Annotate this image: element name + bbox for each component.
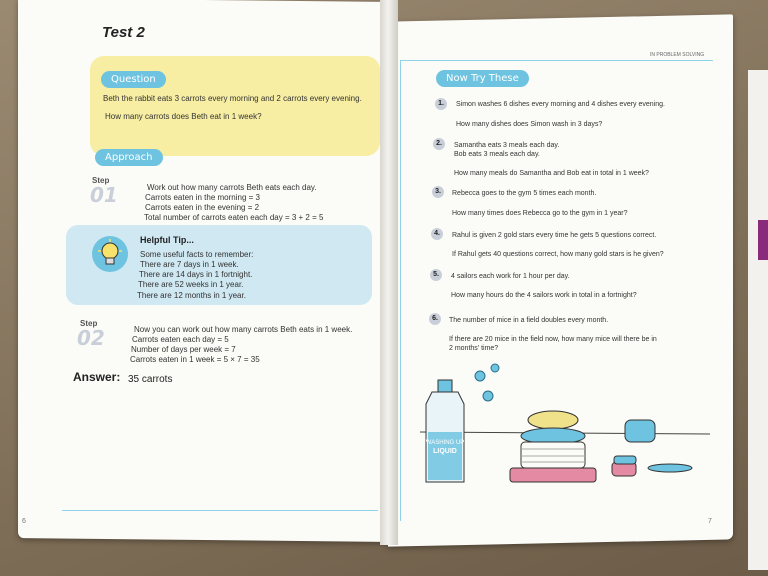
step1-line-4: Total number of carrots eaten each day = 3 + 2 = 5 bbox=[144, 213, 324, 222]
tip-line-5: There are 12 months in 1 year. bbox=[137, 291, 246, 300]
question-1-line-2: How many dishes does Simon wash in 3 days? bbox=[456, 121, 603, 128]
question-line-1: Beth the rabbit eats 3 carrots every morning and 2 carrots every evening. bbox=[103, 94, 362, 103]
step2-line-3: Number of days per week = 7 bbox=[131, 345, 236, 354]
question-4-line-2: If Rahul gets 40 questions correct, how many gold stars is he given? bbox=[452, 251, 664, 258]
question-5-line-1: 4 sailors each work for 1 hour per day. bbox=[451, 273, 570, 280]
question-label: Question bbox=[101, 71, 166, 88]
question-6-line-3: 2 months' time? bbox=[449, 345, 499, 352]
book-spine bbox=[380, 0, 398, 545]
step1-line-1: Work out how many carrots Beth eats each day. bbox=[147, 183, 317, 192]
lightbulb-icon bbox=[92, 236, 128, 272]
test-title: Test 2 bbox=[102, 24, 145, 41]
bottle-label-1: WASHING UP bbox=[425, 440, 465, 446]
right-page-number: 7 bbox=[708, 518, 712, 525]
question-2-line-2: Bob eats 3 meals each day. bbox=[454, 151, 540, 158]
approach-label: Approach bbox=[95, 149, 163, 166]
question-1-line-1: Simon washes 6 dishes every morning and 4 dishes every evening. bbox=[456, 101, 665, 108]
question-3-line-2: How many times does Rebecca go to the gym in 1 year? bbox=[452, 210, 628, 217]
step1-line-2: Carrots eaten in the morning = 3 bbox=[145, 193, 260, 202]
question-2-line-3: How many meals do Samantha and Bob eat in total in 1 week? bbox=[454, 170, 649, 177]
question-3-line-1: Rebecca goes to the gym 5 times each month. bbox=[452, 190, 597, 197]
answer-label: Answer: bbox=[73, 370, 121, 384]
question-1-number: 1. bbox=[435, 98, 447, 110]
step2-number: 02 bbox=[77, 326, 105, 350]
side-book-edge bbox=[748, 70, 768, 570]
step2-line-2: Carrots eaten each day = 5 bbox=[132, 335, 229, 344]
tip-line-3: There are 14 days in 1 fortnight. bbox=[139, 270, 253, 279]
step2-line-1: Now you can work out how many carrots Beth eats in 1 week. bbox=[134, 325, 353, 334]
answer-text: 35 carrots bbox=[128, 374, 173, 385]
question-5-line-2: How many hours do the 4 sailors work in total in a fortnight? bbox=[451, 292, 637, 299]
question-2-number: 2. bbox=[433, 138, 445, 150]
question-3-number: 3. bbox=[432, 186, 444, 198]
left-page-number: 6 bbox=[22, 518, 26, 525]
step2-word: Step bbox=[80, 319, 98, 328]
bottle-label-2: LIQUID bbox=[433, 448, 457, 455]
step1-word: Step bbox=[92, 176, 110, 185]
washing-up-illustration bbox=[420, 362, 710, 497]
tip-line-4: There are 52 weeks in 1 year. bbox=[138, 280, 244, 289]
side-book-stripe bbox=[758, 220, 768, 260]
tip-line-2: There are 7 days in 1 week. bbox=[140, 260, 239, 269]
now-try-these-label: Now Try These bbox=[436, 70, 529, 87]
tip-line-1: Some useful facts to remember: bbox=[140, 250, 254, 259]
right-page-header: IN PROBLEM SOLVING bbox=[650, 52, 705, 58]
question-line-2: How many carrots does Beth eat in 1 week? bbox=[105, 112, 262, 121]
question-6-line-1: The number of mice in a field doubles every month. bbox=[449, 317, 609, 324]
question-4-line-1: Rahul is given 2 gold stars every time he gets 5 questions correct. bbox=[452, 232, 657, 239]
question-4-number: 4. bbox=[431, 228, 443, 240]
question-2-line-1: Samantha eats 3 meals each day. bbox=[454, 142, 560, 149]
question-6-line-2: If there are 20 mice in the field now, how many mice will there be in bbox=[449, 336, 657, 343]
question-6-number: 6. bbox=[429, 313, 441, 325]
step1-number: 01 bbox=[90, 183, 118, 207]
question-5-number: 5. bbox=[430, 269, 442, 281]
step2-line-4: Carrots eaten in 1 week = 5 × 7 = 35 bbox=[130, 355, 260, 364]
step1-line-3: Carrots eaten in the evening = 2 bbox=[145, 203, 260, 212]
tip-title: Helpful Tip... bbox=[140, 235, 194, 245]
